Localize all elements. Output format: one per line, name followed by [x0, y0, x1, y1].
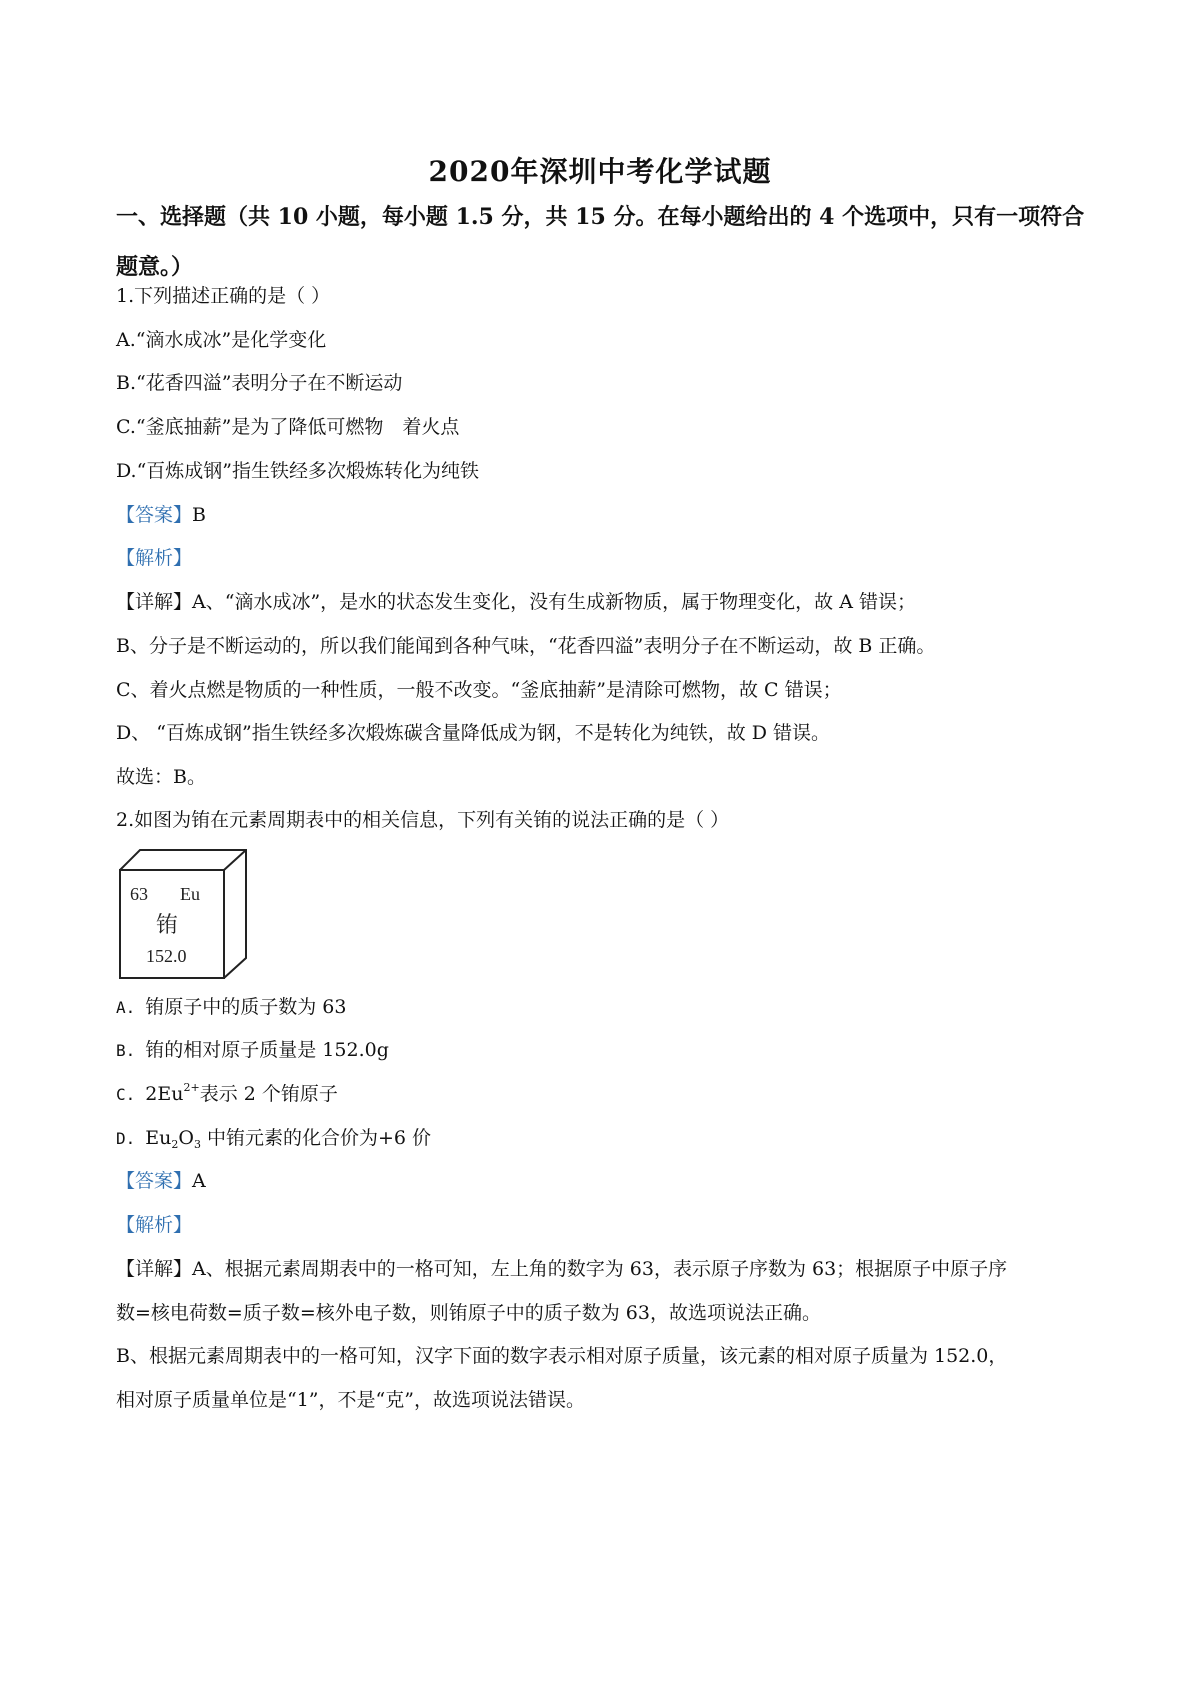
section-heading: 一、选择题（共 10 小题，每小题 1.5 分，共 15 分。在每小题给出的 4 个选项中，只有一项符合题意。） [116, 204, 1085, 280]
q1-detail-line [116, 588, 916, 616]
q2-option-d [116, 1124, 431, 1153]
element-symbol: Eu [180, 884, 200, 904]
q2-option-b [116, 1036, 389, 1065]
answer-value: B [192, 504, 206, 526]
detail-label: 【详解】 [116, 591, 193, 613]
q1-option-d: D.“百炼成钢”指生铁经多次煅炼转化为纯铁 [116, 460, 480, 482]
option-text: 表示 2 个铕原子 [199, 1083, 338, 1105]
q2-detail-line: 数=核电荷数=质子数=核外电子数，则铕原子中的质子数为 63，故选项说法正确。 [116, 1302, 821, 1324]
q1-stem: 1.下列描述正确的是（ ） [116, 285, 331, 307]
q1-option-a: A.“滴水成冰”是化学变化 [116, 329, 327, 351]
answer-label: 【答案】 [116, 504, 193, 526]
q2-analysis-label: 【解析】 [116, 1214, 193, 1236]
q1-detail-line: B、分子是不断运动的，所以我们能闻到各种气味，“花香四溢”表明分子在不断运动，故 B 正确。 [116, 635, 936, 657]
answer-value: A [192, 1170, 206, 1192]
option-text: 铕的相对原子质量是 152.0g [145, 1039, 389, 1061]
q2-detail-line: B、根据元素周期表中的一格可知，汉字下面的数字表示相对原子质量，该元素的相对原子质量为 152.0， [116, 1345, 1008, 1367]
q1-detail-line: D、 “百炼成钢”指生铁经多次煅炼碳含量降低成为钢，不是转化为纯铁，故 D 错误。 [116, 722, 831, 744]
subscript: 2 [171, 1138, 179, 1151]
q2-answer [116, 1167, 206, 1195]
element-number: 63 [130, 884, 148, 904]
option-text: 中铕元素的化合价为+6 价 [200, 1127, 432, 1149]
answer-label: 【答案】 [116, 1170, 193, 1192]
option-letter: B. [116, 1041, 136, 1060]
element-cell-figure [118, 848, 248, 980]
formula: O [178, 1127, 194, 1149]
q1-conclusion: 故选：B。 [116, 766, 206, 788]
formula: Eu [145, 1127, 172, 1149]
q1-answer [116, 501, 206, 529]
option-letter: A. [116, 998, 136, 1017]
detail-text: A、根据元素周期表中的一格可知，左上角的数字为 63，表示原子序数为 63；根据原子中原子序 [192, 1258, 1008, 1280]
option-text: 铕原子中的质子数为 63 [145, 996, 347, 1018]
charge-superscript: 2+ [183, 1081, 200, 1094]
option-letter: C. [116, 1085, 136, 1104]
detail-label: 【详解】 [116, 1258, 193, 1280]
q1-option-b: B.“花香四溢”表明分子在不断运动 [116, 372, 403, 394]
detail-text: A、“滴水成冰”，是水的状态发生变化，没有生成新物质，属于物理变化，故 A 错误； [192, 591, 916, 613]
q1-option-c: C.“釜底抽薪”是为了降低可燃物 着火点 [116, 416, 460, 438]
q1-analysis-label: 【解析】 [116, 547, 193, 569]
formula: 2Eu [145, 1083, 184, 1105]
page-title: 2020年深圳中考化学试题 [428, 155, 772, 188]
q2-option-c [116, 1080, 338, 1109]
option-letter: D. [116, 1129, 136, 1148]
q2-option-a [116, 993, 346, 1022]
q2-stem: 2.如图为铕在元素周期表中的相关信息，下列有关铕的说法正确的是（ ） [116, 809, 730, 831]
subscript: 3 [193, 1138, 201, 1151]
q2-detail-line [116, 1255, 1007, 1283]
q2-detail-line: 相对原子质量单位是“1”，不是“克”，故选项说法错误。 [116, 1389, 585, 1411]
element-mass: 152.0 [146, 946, 187, 966]
q1-detail-line: C、着火点燃是物质的一种性质，一般不改变。“釜底抽薪”是清除可燃物，故 C 错误； [116, 679, 842, 701]
element-name: 铕 [156, 913, 179, 938]
